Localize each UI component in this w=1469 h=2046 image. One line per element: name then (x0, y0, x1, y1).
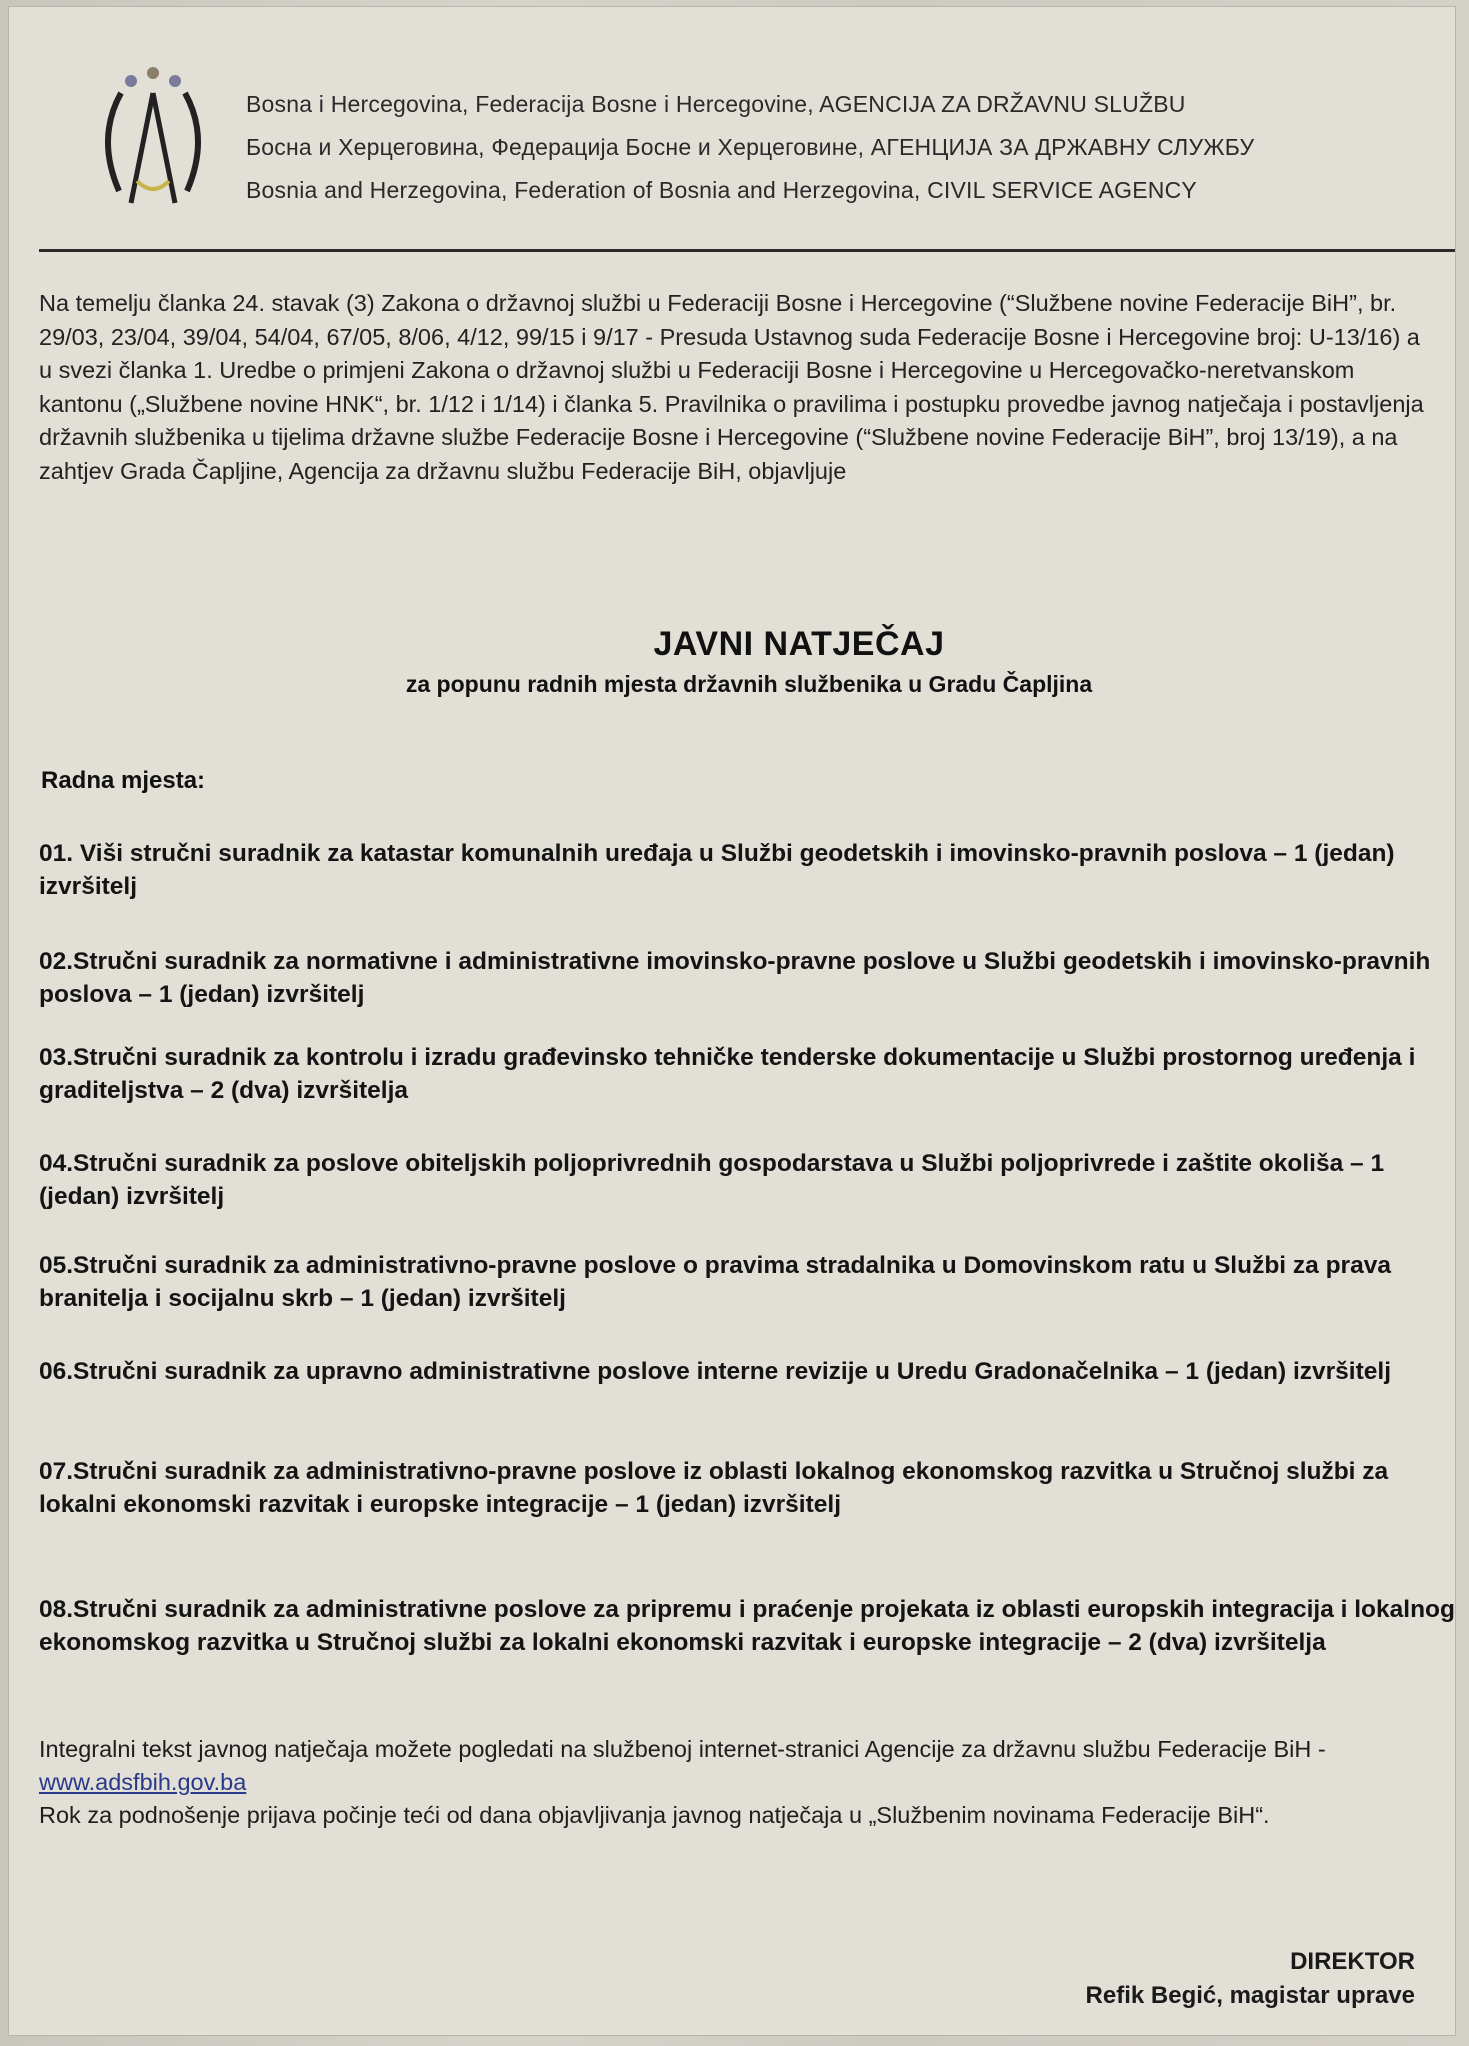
footer-paragraph-1 (39, 1733, 1459, 1799)
announcement-title: JAVNI NATJEČAJ (653, 625, 945, 663)
agency-line-sr: Босна и Херцеговина, Федерација Босне и Херцеговине, АГЕНЦИЈА ЗА ДРЖАВНУ СЛУЖБУ (246, 134, 1255, 160)
position-item: 06.Stručni suradnik za upravno administrativne poslove interne revizije u Uredu Gradonačelnika – 1 (jedan) izvršitelj (39, 1358, 1391, 1385)
agency-line-bs: Bosna i Hercegovina, Federacija Bosne i Hercegovine, AGENCIJA ZA DRŽAVNU SLUŽBU (246, 91, 1186, 117)
footer-text-2: Rok za podnošenje prijava počinje teći od dana objavljivanja javnog natječaja u „Službenim novinama Federacije BiH“. (39, 1802, 1270, 1828)
signature-name: Refik Begić, magistar uprave (1085, 1982, 1415, 2009)
agency-header (91, 55, 1431, 225)
position-item: 01. Viši stručni suradnik za katastar komunalnih uređaja u Službi geodetskih i imovinsko-pravnih poslova – 1 (jedan) izvršitelj (39, 840, 1395, 900)
footer-info (39, 1733, 1459, 1832)
agency-line-en: Bosnia and Herzegovina, Federation of Bosnia and Herzegovina, CIVIL SERVICE AGENCY (246, 177, 1197, 203)
position-item: 03.Stručni suradnik za kontrolu i izradu građevinsko tehničke tenderske dokumentacije u Službi prostornog uređenja i graditeljstva – 2 (dva) izvršitelja (39, 1044, 1416, 1104)
signature-role: DIREKTOR (1290, 1948, 1415, 1975)
public-notice-ad (8, 6, 1456, 2036)
intro-text: Na temelju članka 24. stavak (3) Zakona o državnoj službi u Federaciji Bosne i Hercegovine (“Službene novine Federacije BiH”, br. 29/03, 23/04, 39/04, 54/04, 67/05, 8/06, 4/12, 99/15 i 9/17 - Presuda Ustavnog suda Federacije Bosne i Hercegovine broj: U-13/16) a u svezi članka 1. Uredbe o primjeni Zakona o državnoj službi u Federaciji Bosne i Hercegovine u Hercegovačko-neretvanskom kantonu („Službene novine HNK“, br. 1/12 i 1/14) i članka 5. Pravilnika o pravilima i postupku provedbe javnog natječaja i postavljenja državnih službenika u tijelima državne službe Federacije Bosne i Hercegovine (“Službene novine Federacije BiH”, broj 13/19), a na zahtjev Grada Čapljine, Agencija za državnu službu Federacije BiH, objavljuje (39, 290, 1424, 484)
positions-heading: Radna mjesta: (41, 767, 206, 794)
position-item: 05.Stručni suradnik za administrativno-pravne poslove o pravima stradalnika u Domovinskom ratu u Službi za prava branitelja i socijalnu skrb – 1 (jedan) izvršitelj (39, 1252, 1391, 1312)
position-item: 07.Stručni suradnik za administrativno-pravne poslove iz oblasti lokalnog ekonomskog razvitka u Stručnoj službi za lokalni ekonomski razvitak i europske integracije – 1 (jedan) izvršitelj (39, 1458, 1389, 1518)
agency-website-link[interactable]: www.adsfbih.gov.ba (39, 1769, 247, 1795)
position-item: 08.Stručni suradnik za administrativne poslove za pripremu i praćenje projekata iz oblasti europskih integracija i lokalnog ekonomskog razvitka u Stručnoj službi za lokalni ekonomski razvitak i europske integracije – 2 (dva) izvršitelja (39, 1596, 1455, 1656)
legal-basis-paragraph (39, 287, 1439, 488)
header-divider (39, 249, 1455, 252)
signature-block (1086, 1945, 1415, 2013)
announcement-subtitle: za popunu radnih mjesta državnih službenika u Gradu Čapljina (405, 671, 1093, 697)
footer-text-1: Integralni tekst javnog natječaja možete pogledati na službenoj internet-stranici Agencije za državnu službu Federacije BiH - (39, 1736, 1326, 1762)
position-item: 04.Stručni suradnik za poslove obiteljskih poljoprivrednih gospodarstava u Službi poljoprivrede i zaštite okoliša – 1 (jedan) izvršitelj (39, 1150, 1385, 1210)
agency-logo-icon (91, 63, 215, 213)
position-item: 02.Stručni suradnik za normativne i administrativne imovinsko-pravne poslove u Službi geodetskih i imovinsko-pravnih poslova – 1 (jedan) izvršitelj (39, 948, 1431, 1008)
